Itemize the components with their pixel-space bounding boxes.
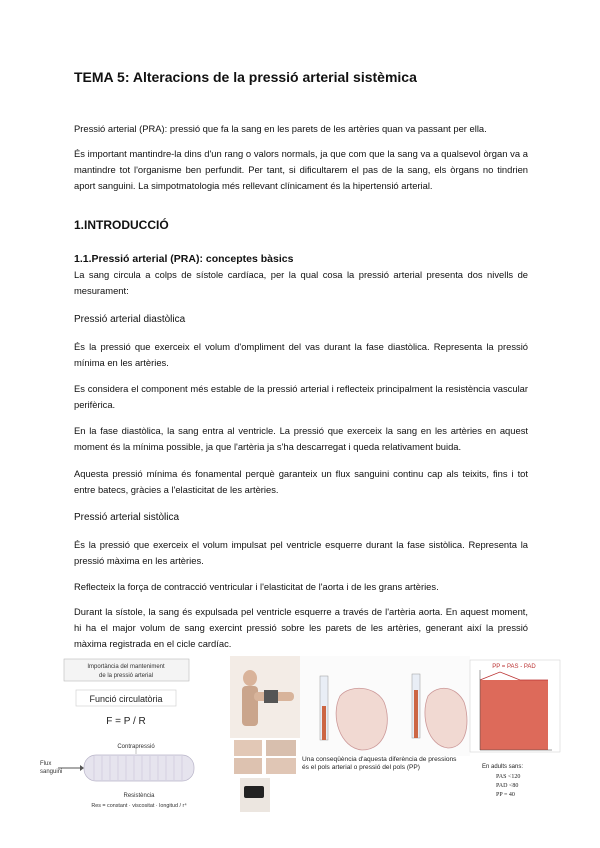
diastolic-paragraph-3: En la fase diastòlica, la sang entra al ventricle. La pressió que exerceix la sang en les artèries en aquest moment és la mínima possible, ja que l'artèria ja s'ha descarregat i queda relativament buida. xyxy=(74,425,528,452)
fig3-pp-formula: PP = PAS - PAD xyxy=(492,664,536,670)
figure-flow-resistance xyxy=(36,656,218,818)
fig1-title-line-2: de la pressió arterial xyxy=(98,673,154,679)
diastolic-paragraph-2: Es considera el component més estable de la pressió arterial i reflecteix principalment la resistència vascular perifèrica. xyxy=(74,383,528,410)
fig1-contrapressio: Contrapressió xyxy=(117,744,155,750)
pulse-pressure-diagram xyxy=(300,656,562,818)
fig1-resistance-formula: Res = constant · viscositat · longitud / r⁴ xyxy=(91,803,187,809)
measurement-photos xyxy=(230,656,300,818)
pressure-area-chart xyxy=(480,680,548,750)
fig3-adults-title: En adults sans: xyxy=(482,764,524,770)
fig3-caption: Una conseqüència d'aquesta diferència de pressions és el pols arterial o pressió del pols (PP) xyxy=(302,756,457,771)
pra-definition: Pressió arterial (PRA): pressió que fa la sang en les parets de les artèries quan va passant per ella. xyxy=(74,123,487,134)
blood-vessel-tube xyxy=(84,755,194,781)
cuff-icon xyxy=(264,690,278,703)
flow-resistance-diagram xyxy=(36,656,218,818)
figure-measurement-photos xyxy=(230,656,300,818)
fig1-function: Funció circulatòria xyxy=(89,694,163,704)
systolic-paragraph-1: És la pressió que exerceix el volum impulsat pel ventricle esquerre durant la fase sistòlica. Representa la pressió màxima en les artèries. xyxy=(74,539,528,566)
intro-paragraph: És important mantindre-la dins d'un rang o valors normals, ja que com que la sang va a qualsevol òrgan va a mantindre tot l'organisme ben perfundit. Per tant, si dificultarem el pas de la sang, els òrgans no tindrien aport sanguini. La simpotmatologia més rellevant clínicament és la hipertensió arterial. xyxy=(74,148,528,191)
fig3-pas: PAS <120 xyxy=(496,774,521,780)
systolic-paragraph-2: Reflecteix la força de contracció ventricular i l'elasticitat de l'aorta i de les grans artèries. xyxy=(74,581,439,592)
fig3-pp: PP = 40 xyxy=(496,792,515,798)
subsection-heading-conceptes: 1.1.Pressió arterial (PRA): conceptes bàsics xyxy=(74,253,294,265)
fig1-sanguini: sanguini xyxy=(40,769,63,775)
systolic-heading: Pressió arterial sistòlica xyxy=(74,512,180,523)
fig3-pad: PAD <80 xyxy=(496,783,519,789)
diastolic-paragraph-4: Aquesta pressió mínima és fonamental perquè garanteix un flux sanguini continu cap als teixits, fins i tot entre batecs, gràcies a l'elasticitat de les artèries. xyxy=(74,468,528,495)
fig1-formula: F = P / R xyxy=(106,716,146,727)
fig1-flux: Flux xyxy=(40,761,52,767)
systolic-paragraph-3: Durant la sístole, la sang és expulsada pel ventricle esquerre a través de l'artèria aorta. En aquest moment, hi ha el major volum de sang exercint pressió sobre les parets de les artèries, generant així la pressió màxima registrada en el cicle cardíac. xyxy=(74,606,528,649)
wrist-monitor-icon xyxy=(244,786,264,798)
fig1-title-line-1: Importància del manteniment xyxy=(87,664,165,670)
page-title: TEMA 5: Alteracions de la pressió arterial sistèmica xyxy=(74,69,417,85)
fig1-resistencia: Resistència xyxy=(123,793,155,799)
diastolic-heading: Pressió arterial diastòlica xyxy=(74,314,186,325)
circulation-paragraph: La sang circula a colps de sístole cardíaca, per la qual cosa la pressió arterial presenta dos nivells de mesurament: xyxy=(74,269,528,296)
figure-pulse-pressure xyxy=(300,656,562,818)
diastolic-paragraph-1: És la pressió que exerceix el volum d'ompliment del vas durant la fase diastòlica. Representa la pressió mínima en les artèries. xyxy=(74,341,528,368)
section-heading-introduccio: 1.INTRODUCCIÓ xyxy=(74,218,169,232)
